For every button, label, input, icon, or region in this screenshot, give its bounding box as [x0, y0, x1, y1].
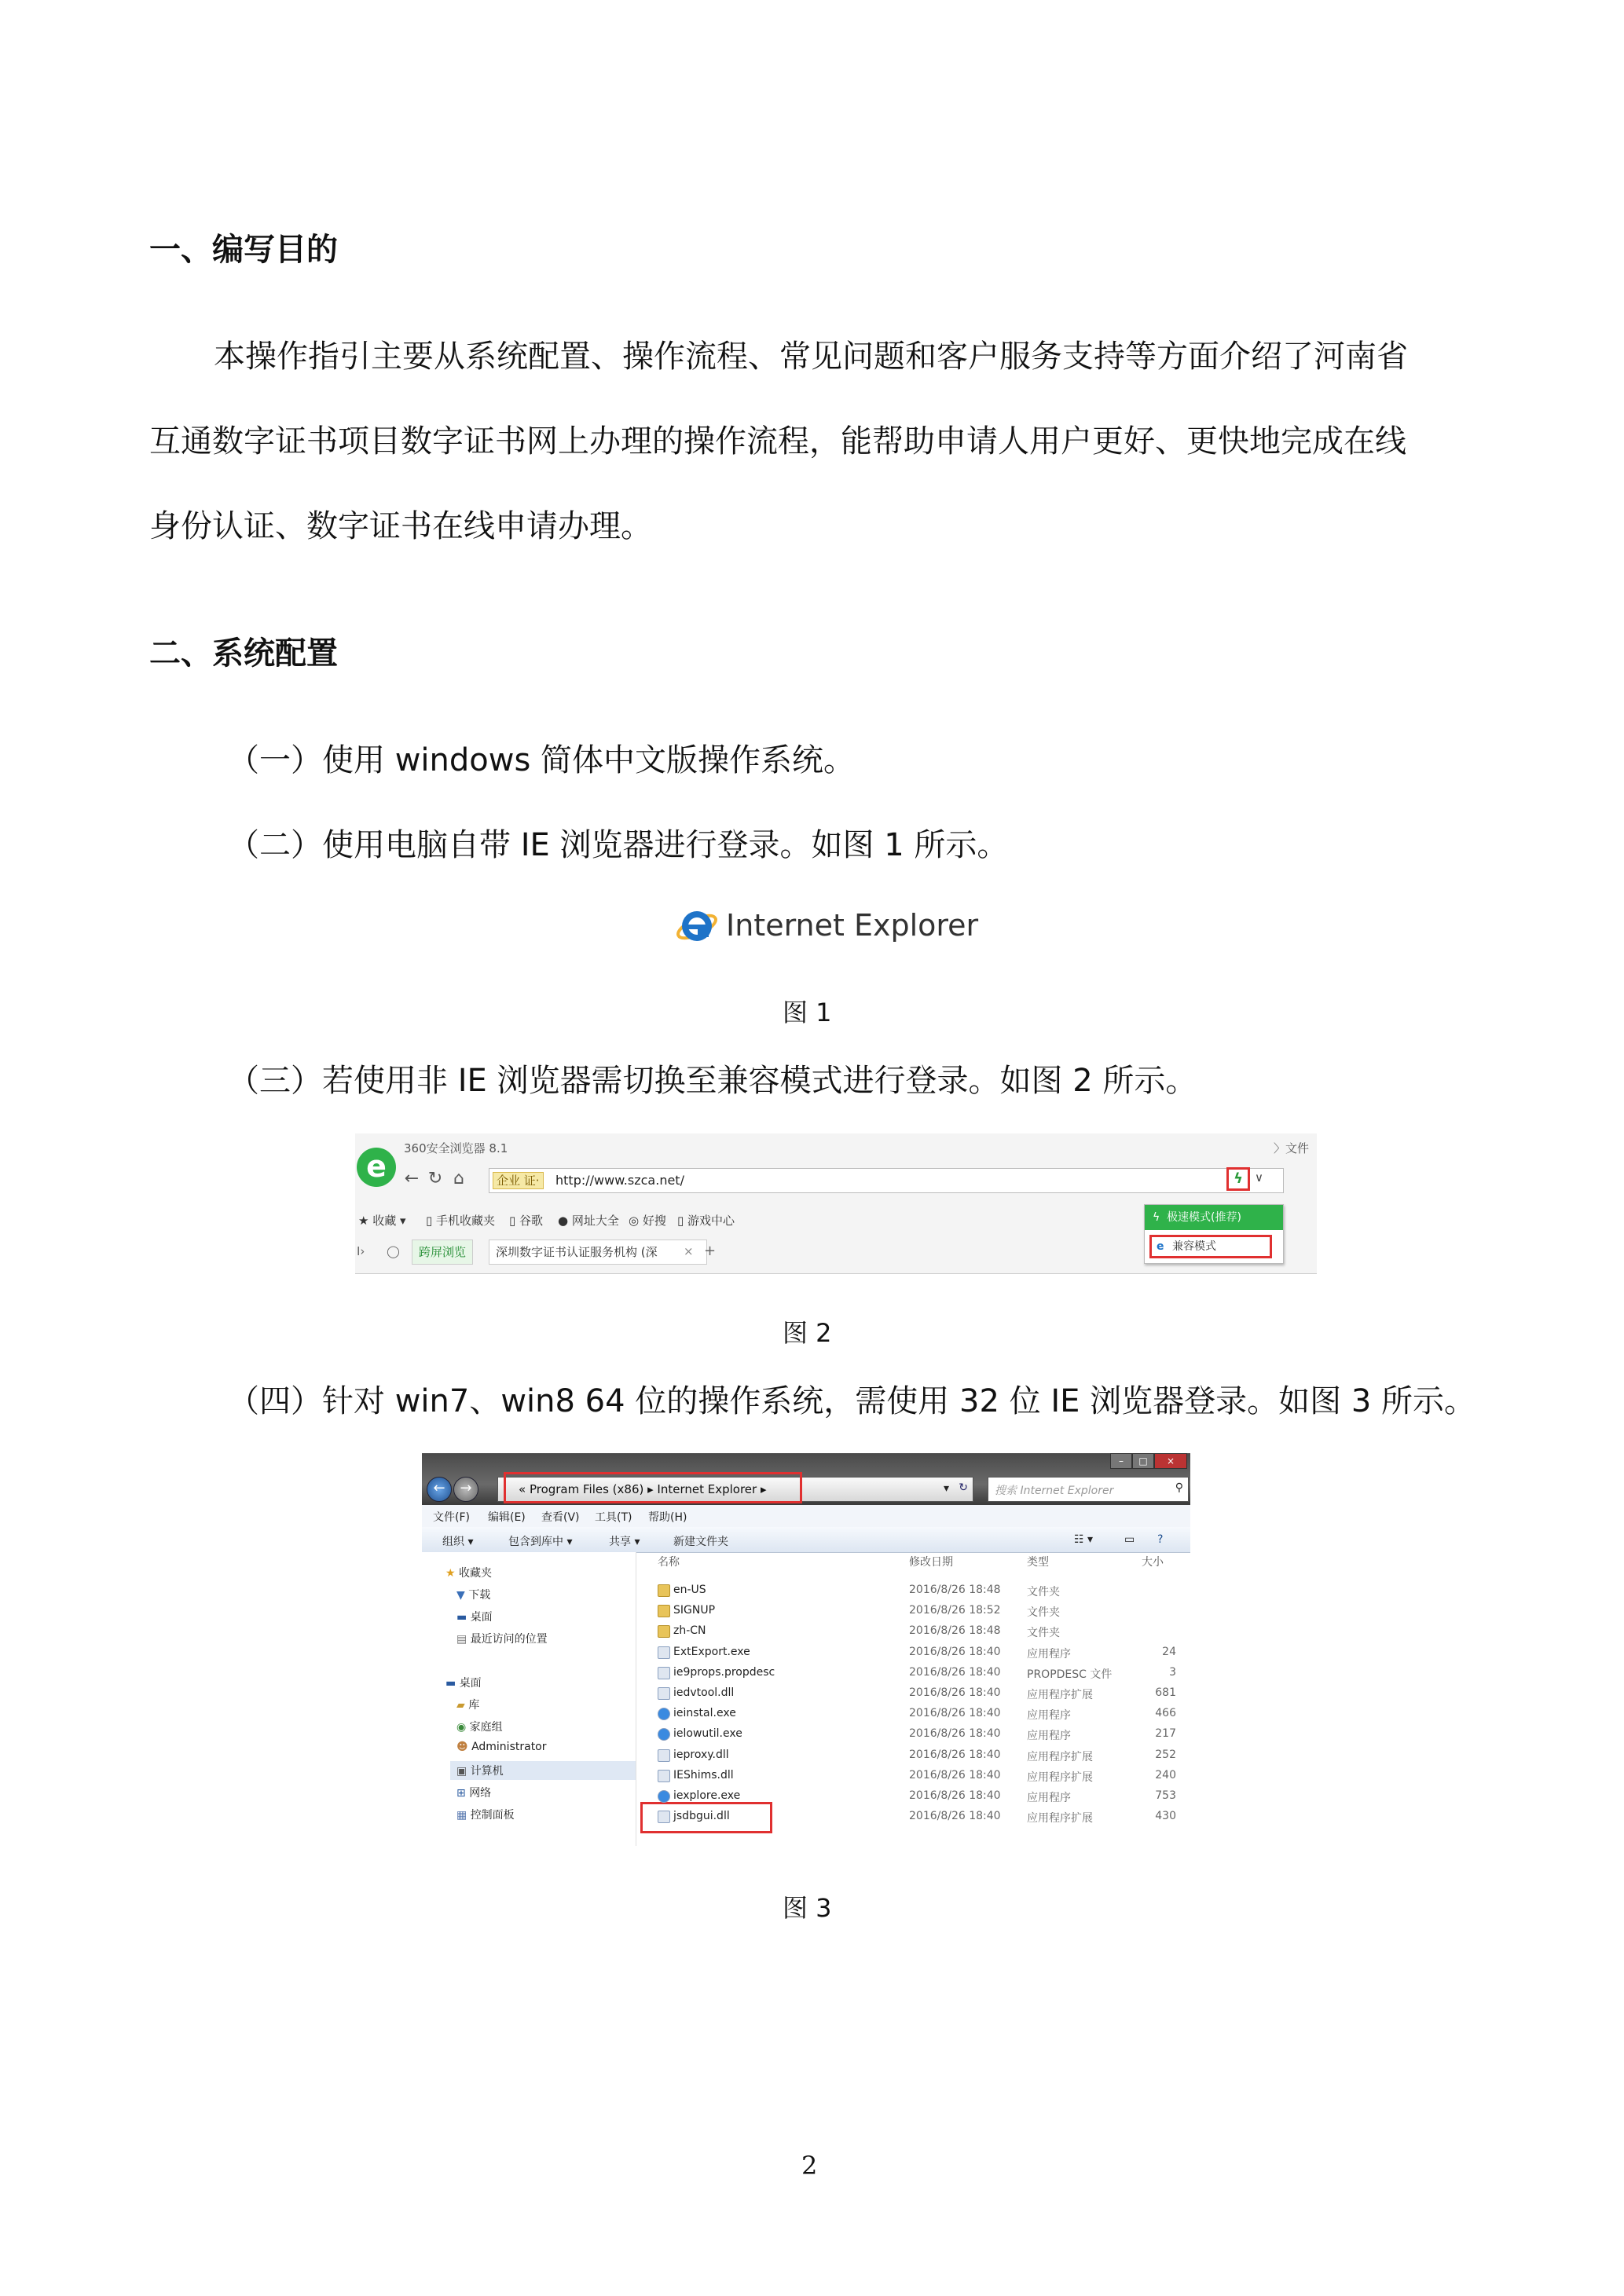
- section-title-system-config: 二、系统配置: [149, 635, 338, 672]
- browser-file-menu[interactable]: 〉文件: [1273, 1141, 1309, 1155]
- share-button[interactable]: 共享 ▾: [609, 1536, 640, 1548]
- tree-computer[interactable]: ▣ 计算机: [450, 1761, 636, 1780]
- file-date: 2016/8/26 18:40: [909, 1749, 1001, 1761]
- address-url: http://www.szca.net/: [555, 1173, 684, 1188]
- forward-arrow-icon[interactable]: →: [453, 1477, 478, 1502]
- menu-edit[interactable]: 编辑(E): [488, 1511, 526, 1524]
- file-icon: [658, 1646, 670, 1659]
- file-size: 24: [1162, 1646, 1176, 1658]
- menu-item-compat-mode[interactable]: e 兼容模式: [1149, 1235, 1272, 1258]
- search-icon[interactable]: ⚲: [1175, 1481, 1183, 1494]
- control-panel-icon: ▦: [456, 1809, 467, 1822]
- maximize-icon[interactable]: □: [1132, 1453, 1154, 1469]
- column-header-size[interactable]: 大小: [1142, 1556, 1164, 1569]
- file-size: 3: [1169, 1666, 1176, 1679]
- intro-line-1: 本操作指引主要从系统配置、操作流程、常见问题和客户服务支持等方面介绍了河南省: [214, 339, 1408, 375]
- file-date: 2016/8/26 18:40: [909, 1727, 1001, 1740]
- config-item-3: （三）若使用非 IE 浏览器需切换至兼容模式进行登录。如图 2 所示。: [228, 1063, 1197, 1099]
- file-row[interactable]: [422, 1704, 1190, 1724]
- section-title-purpose: 一、编写目的: [149, 232, 338, 268]
- file-type: 应用程序扩展: [1027, 1751, 1093, 1763]
- file-date: 2016/8/26 18:40: [909, 1707, 1001, 1719]
- tree-desktop[interactable]: ▬ 桌面: [445, 1677, 482, 1690]
- figure-2-caption: 图 2: [783, 1318, 832, 1348]
- figure-2-browser-screenshot: [355, 1133, 1317, 1274]
- config-item-1: （一）使用 windows 简体中文版操作系统。: [228, 742, 856, 778]
- file-type: 文件夹: [1027, 1627, 1060, 1639]
- refresh-icon[interactable]: ↻: [959, 1481, 968, 1494]
- tree-homegroup[interactable]: ◉ 家庭组: [456, 1721, 503, 1734]
- file-date: 2016/8/26 18:40: [909, 1769, 1001, 1782]
- tree-downloads[interactable]: ▼ 下载: [456, 1589, 491, 1602]
- figure-1-caption: 图 1: [783, 998, 832, 1027]
- bookmark-mobile[interactable]: ▯ 手机收藏夹: [426, 1214, 496, 1228]
- folder-icon: [658, 1584, 670, 1597]
- file-date: 2016/8/26 18:40: [909, 1686, 1001, 1699]
- bookmark-games[interactable]: ▯ 游戏中心: [677, 1214, 735, 1228]
- browser-window-title: 360安全浏览器 8.1: [404, 1141, 508, 1155]
- recent-places-icon: ▤: [456, 1633, 467, 1646]
- browser-nav-bar: [402, 1168, 1314, 1193]
- file-icon: [658, 1708, 670, 1720]
- download-folder-icon: ▼: [456, 1589, 465, 1602]
- explorer-toolbar: [422, 1527, 1190, 1553]
- file-size: 430: [1155, 1810, 1176, 1822]
- file-row[interactable]: [422, 1621, 1190, 1642]
- network-icon: ⊞: [456, 1787, 466, 1800]
- restore-icon[interactable]: ◯: [387, 1244, 400, 1258]
- file-icon: [658, 1667, 670, 1679]
- file-row[interactable]: [422, 1745, 1190, 1766]
- window-controls: [1110, 1453, 1189, 1469]
- search-placeholder: 搜索 Internet Explorer: [995, 1485, 1114, 1497]
- ie-logo-text: Internet Explorer: [726, 908, 979, 943]
- file-icon: [658, 1770, 670, 1782]
- file-size: 217: [1155, 1727, 1176, 1740]
- page-number: 2: [801, 2151, 818, 2181]
- file-type: 应用程序: [1027, 1792, 1071, 1804]
- file-type: 应用程序: [1027, 1730, 1071, 1742]
- bookmark-google[interactable]: ▯ 谷歌: [509, 1214, 544, 1228]
- folder-icon: [658, 1605, 670, 1617]
- tab-cross-screen[interactable]: 跨屏浏览: [412, 1240, 473, 1265]
- back-arrow-icon[interactable]: ←: [427, 1477, 452, 1502]
- file-date: 2016/8/26 18:48: [909, 1584, 1001, 1596]
- column-header-type[interactable]: 类型: [1027, 1556, 1049, 1569]
- enterprise-cert-badge[interactable]: 企业 证·: [493, 1172, 544, 1189]
- file-icon: [658, 1790, 670, 1803]
- config-item-4: （四）针对 win7、win8 64 位的操作系统，需使用 32 位 IE 浏览器登录。如图 3 所示。: [228, 1383, 1476, 1419]
- address-dropdown-icon[interactable]: ▾: [943, 1482, 949, 1495]
- file-date: 2016/8/26 18:40: [909, 1666, 1001, 1679]
- file-date: 2016/8/26 18:52: [909, 1604, 1001, 1617]
- include-in-library-button[interactable]: 包含到库中 ▾: [508, 1536, 573, 1548]
- tree-control-panel[interactable]: ▦ 控制面板: [456, 1809, 515, 1822]
- back-arrow-icon[interactable]: ←: [404, 1169, 420, 1188]
- file-row[interactable]: [422, 1642, 1190, 1663]
- column-header-name[interactable]: 名称: [658, 1556, 680, 1569]
- file-row[interactable]: [422, 1580, 1190, 1601]
- file-date: 2016/8/26 18:40: [909, 1789, 1001, 1802]
- file-row[interactable]: [422, 1766, 1190, 1786]
- bookmark-url-directory[interactable]: ● 网址大全: [558, 1214, 619, 1228]
- organize-button[interactable]: 组织 ▾: [442, 1536, 474, 1548]
- tree-favorites[interactable]: ★ 收藏夹: [445, 1567, 493, 1580]
- browser-360-logo-icon: e: [357, 1148, 396, 1187]
- preview-pane-icon[interactable]: ▭: [1124, 1533, 1135, 1546]
- file-row[interactable]: [422, 1601, 1190, 1621]
- file-type: 文件夹: [1027, 1606, 1060, 1619]
- file-name: en-US: [673, 1584, 706, 1596]
- file-icon: [658, 1687, 670, 1700]
- file-date: 2016/8/26 18:48: [909, 1624, 1001, 1637]
- file-size: 753: [1155, 1789, 1176, 1802]
- menu-help[interactable]: 帮助(H): [648, 1511, 687, 1524]
- new-tab-button[interactable]: +: [704, 1243, 717, 1259]
- file-icon: [658, 1811, 670, 1823]
- internet-explorer-icon: [674, 903, 720, 949]
- menu-item-fast-mode[interactable]: ϟ 极速模式(推荐): [1145, 1205, 1283, 1230]
- file-name: ieproxy.dll: [673, 1749, 729, 1761]
- refresh-icon[interactable]: ↻: [427, 1169, 443, 1188]
- mode-dropdown-menu: [1144, 1204, 1284, 1264]
- file-size: 466: [1155, 1707, 1176, 1719]
- file-name: iedvtool.dll: [673, 1686, 735, 1699]
- config-item-2: （二）使用电脑自带 IE 浏览器进行登录。如图 1 所示。: [228, 827, 1009, 863]
- tree-libraries[interactable]: ▰ 库: [456, 1699, 480, 1712]
- minimize-icon[interactable]: –: [1110, 1453, 1132, 1469]
- chevron-down-icon[interactable]: ∨: [1255, 1170, 1263, 1185]
- close-tab-icon[interactable]: ×: [684, 1244, 694, 1258]
- file-type: 应用程序: [1027, 1648, 1071, 1661]
- file-type: 应用程序扩展: [1027, 1771, 1093, 1784]
- tree-recent[interactable]: ▤ 最近访问的位置: [456, 1633, 548, 1646]
- file-name: IEShims.dll: [673, 1769, 734, 1782]
- intro-line-3: 身份认证、数字证书在线申请办理。: [149, 508, 652, 544]
- file-date: 2016/8/26 18:40: [909, 1810, 1001, 1822]
- bookmark-favorites[interactable]: ★ 收藏 ▾: [358, 1214, 406, 1228]
- tree-desktop-fav[interactable]: ▬ 桌面: [456, 1611, 493, 1624]
- close-icon[interactable]: ×: [1154, 1453, 1187, 1469]
- ie-small-icon: e: [1157, 1240, 1164, 1253]
- file-row[interactable]: [422, 1724, 1190, 1745]
- address-bar[interactable]: [489, 1168, 1284, 1193]
- tab-szca[interactable]: 深圳数字证书认证服务机构 (深: [489, 1240, 707, 1265]
- view-options-icon[interactable]: ☷ ▾: [1074, 1533, 1094, 1546]
- desktop-icon: ▬: [445, 1677, 456, 1690]
- file-name: ie9props.propdesc: [673, 1666, 775, 1679]
- tree-network[interactable]: ⊞ 网络: [456, 1787, 492, 1800]
- file-name: iexplore.exe: [673, 1789, 741, 1802]
- intro-line-2: 互通数字证书项目数字证书网上办理的操作流程，能帮助申请人用户更好、更快地完成在线: [149, 423, 1406, 460]
- file-name: ieinstal.exe: [673, 1707, 736, 1719]
- star-icon: ★: [445, 1567, 456, 1580]
- explorer-title-bar: [422, 1453, 1190, 1505]
- tree-administrator[interactable]: ☻ Administrator: [456, 1741, 547, 1753]
- file-row[interactable]: [422, 1786, 1190, 1807]
- file-row[interactable]: [422, 1683, 1190, 1704]
- file-type: 应用程序扩展: [1027, 1689, 1093, 1701]
- computer-icon: ▣: [456, 1765, 467, 1778]
- home-icon[interactable]: ⌂: [453, 1169, 464, 1188]
- new-folder-button[interactable]: 新建文件夹: [673, 1536, 728, 1548]
- menu-file[interactable]: 文件(F): [433, 1511, 470, 1524]
- search-input[interactable]: [988, 1477, 1189, 1502]
- file-icon: [658, 1749, 670, 1762]
- address-highlight-box: [504, 1472, 802, 1503]
- user-icon: ☻: [456, 1741, 468, 1753]
- help-icon[interactable]: ?: [1157, 1533, 1164, 1546]
- desktop-icon: ▬: [456, 1611, 467, 1624]
- speed-mode-toggle-icon[interactable]: ϟ: [1226, 1167, 1250, 1191]
- file-date: 2016/8/26 18:40: [909, 1646, 1001, 1658]
- file-name: ielowutil.exe: [673, 1727, 742, 1740]
- library-icon: ▰: [456, 1699, 465, 1712]
- file-name: jsdbgui.dll: [673, 1810, 730, 1822]
- file-size: 681: [1155, 1686, 1176, 1699]
- file-name: SIGNUP: [673, 1604, 716, 1617]
- file-type: 文件夹: [1027, 1586, 1060, 1598]
- sidebar-toggle-icon[interactable]: I›: [357, 1244, 365, 1258]
- menu-view[interactable]: 查看(V): [541, 1511, 580, 1524]
- bookmark-haosou[interactable]: ◎ 好搜: [629, 1214, 666, 1228]
- lightning-icon: ϟ: [1153, 1211, 1160, 1224]
- figure-3-caption: 图 3: [783, 1893, 832, 1923]
- file-type: PROPDESC 文件: [1027, 1668, 1113, 1681]
- file-type: 应用程序: [1027, 1709, 1071, 1722]
- file-row[interactable]: [422, 1807, 1190, 1827]
- address-path: « Program Files (x86) ▸ Internet Explorer ▸: [519, 1482, 767, 1496]
- homegroup-icon: ◉: [456, 1721, 467, 1734]
- explorer-menu-bar: [422, 1505, 1190, 1528]
- column-header-date[interactable]: 修改日期: [909, 1556, 953, 1569]
- file-name: ExtExport.exe: [673, 1646, 750, 1658]
- folder-icon: [658, 1625, 670, 1638]
- file-size: 252: [1155, 1749, 1176, 1761]
- figure-1: [674, 902, 988, 952]
- menu-tools[interactable]: 工具(T): [595, 1511, 632, 1524]
- file-type: 应用程序扩展: [1027, 1812, 1093, 1825]
- file-name: zh-CN: [673, 1624, 706, 1637]
- figure-3-explorer-screenshot: [422, 1453, 1190, 1846]
- file-row[interactable]: [422, 1663, 1190, 1683]
- file-icon: [658, 1728, 670, 1741]
- file-size: 240: [1155, 1769, 1176, 1782]
